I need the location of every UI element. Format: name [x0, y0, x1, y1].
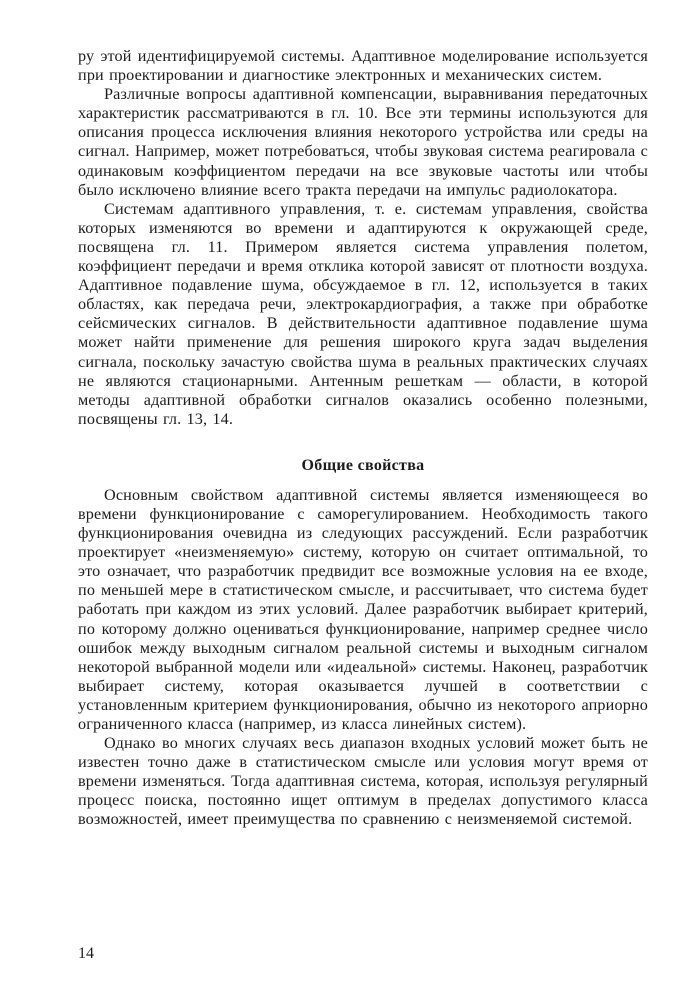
paragraph-continuation: ру этой идентифицируемой системы. Адаптивное моделирование используется при проектировании и диагностике электронных и механических систем. — [78, 47, 648, 85]
page-body — [78, 47, 648, 830]
page-number: 14 — [78, 945, 94, 962]
paragraph-input-conditions: Однако во многих случаях весь диапазон входных условий может быть не известен точно даже в статистическом смысле или условия могут время от времени изменяться. Тогда адаптивная система, которая, используя регулярный процесс поиска, постоянно ищет оптимум в пределах допустимого класса возможностей, имеет преимущества по сравнению с неизменяемой системой. — [78, 734, 648, 829]
paragraph-adaptive-compensation: Различные вопросы адаптивной компенсации, выравнивания передаточных характеристик рассматриваются в гл. 10. Все эти термины используются для описания процесса исключения влияния некоторого устройства или среды на сигнал. Например, может потребоваться, чтобы звуковая система реагировала с одинаковым коэффициентом передачи на все звуковые частоты или чтобы было исключено влияние всего тракта передачи на импульс радиолокатора. — [78, 85, 648, 199]
section-heading: Общие свойства — [301, 456, 425, 474]
paragraph-main-property: Основным свойством адаптивной системы является изменяющееся во времени функционирование с саморегулированием. Необходимость такого функционирования очевидна из следующих рассуждений. Если разработчик проектирует «неизменяемую» систему, которую он считает оптимальной, то это означает, что разработчик предвидит все возможные условия на ее входе, по меньшей мере в статистическом смысле, и рассчитывает, что система будет работать при каждом из этих условий. Далее разработчик выбирает критерий, по которому должно оцениваться функционирование, например среднее число ошибок между выходным сигналом реальной системы и выходным сигналом некоторой выбранной модели или «идеальной» системы. Наконец, разработчик выбирает систему, которая оказывается лучшей в соответствии с установленным критерием функционирования, обычно из некоторого априорно ограниченного класса (например, из класса линейных систем). — [78, 485, 648, 733]
paragraph-adaptive-control: Системам адаптивного управления, т. е. системам управления, свойства которых изменяются во времени и адаптируются к окружающей среде, посвящена гл. 11. Примером является система управления полетом, коэффициент передачи и время отклика которой зависят от плотности воздуха. Адаптивное подавление шума, обсуждаемое в гл. 12, используется в таких областях, как передача речи, электрокардиография, а также при обработке сейсмических сигналов. В действительности адаптивное подавление шума может найти применение для решения широкого круга задач выделения сигнала, поскольку зачастую свойства шума в реальных практических случаях не являются стационарными. Антенным решеткам — области, в которой методы адаптивной обработки сигналов оказались особенно полезными, посвящены гл. 13, 14. — [78, 199, 648, 428]
